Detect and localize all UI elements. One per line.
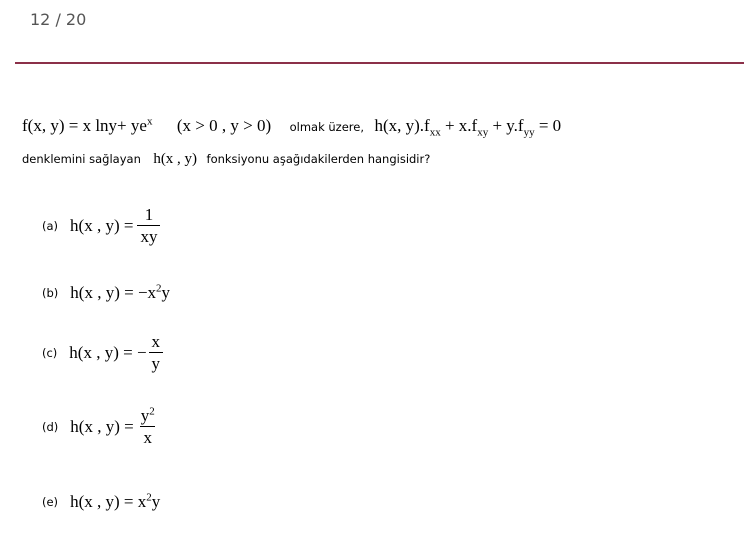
option-b[interactable] bbox=[42, 283, 170, 303]
option-e[interactable] bbox=[42, 492, 160, 512]
question-text-post: fonksiyonu aşağıdakilerden hangisidir? bbox=[206, 152, 431, 166]
option-c-fraction bbox=[149, 333, 164, 372]
page-number: 12 / 20 bbox=[30, 10, 87, 29]
option-b-label: (b) bbox=[42, 286, 59, 300]
option-c-numerator: x bbox=[151, 332, 161, 351]
option-d[interactable] bbox=[42, 407, 158, 446]
option-b-expression: h(x , $y) = -x^2y$ bbox=[70, 282, 171, 302]
question-text-pre: denklemini sağlayan bbox=[22, 152, 141, 166]
option-d-numerator: $y^2$ bbox=[140, 405, 155, 425]
option-a[interactable] bbox=[42, 206, 160, 245]
option-a-denominator: xy bbox=[137, 225, 160, 245]
option-c-label: (c) bbox=[42, 345, 58, 360]
option-a-fraction bbox=[137, 206, 160, 245]
option-c[interactable] bbox=[42, 333, 163, 372]
option-d-fraction bbox=[138, 407, 158, 446]
function-definition: f(x, y) = x $\ln y+ ye^x$ bbox=[22, 115, 153, 135]
pde-equation: h(x, $y).f_{xx} + x.f_{xy} + y.f_{yy} = 0$ bbox=[374, 116, 562, 139]
h-function-ref: h(x , y) bbox=[153, 151, 198, 167]
option-d-lhs: h(x , y) = bbox=[70, 416, 134, 436]
connector-text: olmak üzere, bbox=[289, 120, 364, 134]
option-d-denominator: x bbox=[140, 426, 155, 446]
option-c-denominator: y bbox=[149, 352, 164, 372]
option-d-label: (d) bbox=[42, 419, 59, 434]
question-line-2 bbox=[22, 150, 430, 168]
domain-condition: (x > 0 , y > 0) bbox=[176, 116, 272, 135]
option-c-lhs: h(x , y) = − bbox=[69, 342, 147, 362]
header-divider bbox=[15, 62, 744, 64]
option-e-label: (e) bbox=[42, 495, 59, 509]
option-e-expression: h(x , $y) = x^2y$ bbox=[70, 491, 161, 511]
question-line-1 bbox=[22, 115, 562, 139]
option-a-lhs: h(x , y) = bbox=[70, 215, 134, 235]
option-a-label: (a) bbox=[42, 218, 59, 233]
option-a-numerator: 1 bbox=[144, 205, 154, 224]
